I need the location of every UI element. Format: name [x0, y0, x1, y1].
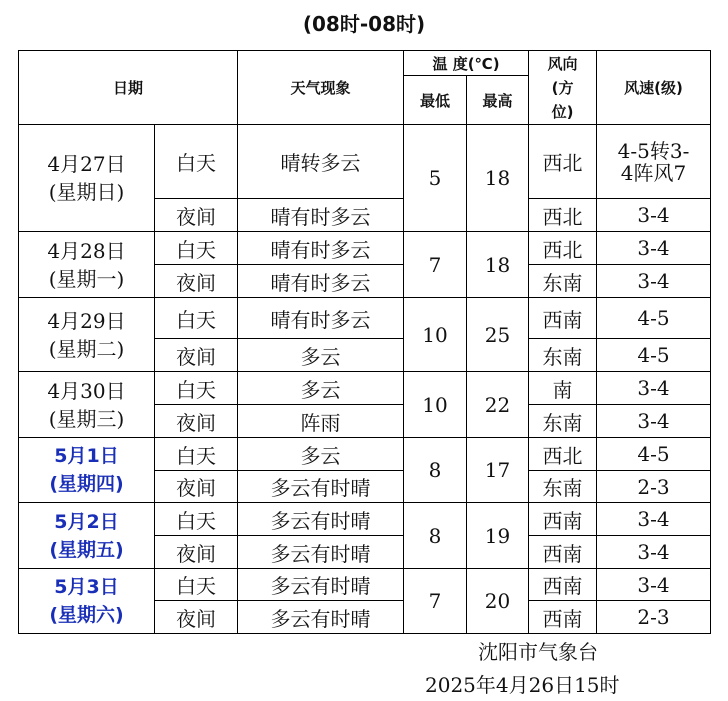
weather-night: 晴有时多云 — [238, 199, 404, 232]
forecast-row-day — [19, 125, 711, 199]
date-label: 4月29日 — [47, 308, 126, 333]
forecast-row-day — [19, 232, 711, 265]
wind-speed-night: 3-4 — [597, 405, 711, 438]
weather-night: 阵雨 — [238, 405, 404, 438]
wind-direction-night: 西南 — [529, 536, 597, 569]
wind-direction-night: 东南 — [529, 339, 597, 372]
wind-direction-night: 西南 — [529, 601, 597, 634]
weekday-label: (星期日) — [48, 180, 125, 204]
wind-direction-day: 西北 — [529, 232, 597, 265]
wind-direction-day: 南 — [529, 372, 597, 405]
weekday-label: (星期三) — [48, 406, 125, 431]
wind-speed-day: 4-5 — [597, 438, 711, 471]
header-min-temp: 最低 — [404, 76, 467, 125]
period-day: 白天 — [155, 372, 238, 405]
issuer: 沈阳市气象台 — [478, 640, 598, 664]
page-title: (08时-08时) — [302, 12, 426, 36]
weather-day: 多云有时晴 — [238, 569, 404, 601]
date-label: 5月2日 — [54, 510, 119, 533]
period-night: 夜间 — [155, 536, 238, 569]
weekday-label: (星期二) — [48, 336, 125, 361]
max-temp: 18 — [467, 232, 529, 298]
wind-speed-night: 2-3 — [597, 601, 711, 634]
period-day: 白天 — [155, 569, 238, 601]
wind-speed-day: 3-4 — [597, 503, 711, 536]
weather-day: 多云 — [238, 372, 404, 405]
forecast-table — [18, 50, 711, 634]
weather-day: 多云 — [238, 438, 404, 471]
weekday-label: (星期五) — [49, 538, 124, 561]
period-night: 夜间 — [155, 199, 238, 232]
weather-night: 多云有时晴 — [238, 536, 404, 569]
wind-speed-day: 4-5 — [597, 298, 711, 339]
min-temp: 7 — [404, 569, 467, 634]
weather-night: 多云 — [238, 339, 404, 372]
period-night: 夜间 — [155, 265, 238, 298]
issued-time: 2025年4月26日15时 — [425, 673, 620, 697]
date-label: 5月1日 — [54, 445, 119, 467]
header-weather: 天气现象 — [238, 51, 404, 125]
weekday-label: (星期四) — [49, 473, 124, 495]
wind-speed-day: 3-4 — [597, 569, 711, 601]
max-temp: 19 — [467, 503, 529, 569]
min-temp: 8 — [404, 438, 467, 503]
wind-direction-night: 东南 — [529, 471, 597, 503]
weekday-label: (星期六) — [49, 604, 124, 626]
max-temp: 22 — [467, 372, 529, 438]
date-cell — [19, 125, 155, 232]
wind-direction-day: 西北 — [529, 438, 597, 471]
wind-speed-day: 3-4 — [597, 372, 711, 405]
weather-day: 晴转多云 — [238, 125, 404, 199]
weather-day: 晴有时多云 — [238, 232, 404, 265]
header-wind-speed: 风速(级) — [597, 51, 711, 125]
period-day: 白天 — [155, 503, 238, 536]
forecast-row-day — [19, 503, 711, 536]
period-day: 白天 — [155, 298, 238, 339]
date-cell — [19, 503, 155, 569]
date-cell — [19, 372, 155, 438]
weather-day: 晴有时多云 — [238, 298, 404, 339]
wind-direction-day: 西南 — [529, 298, 597, 339]
header-wind-direction: 风向(方位) — [529, 51, 597, 125]
date-cell — [19, 232, 155, 298]
header-date: 日期 — [19, 51, 238, 125]
wind-direction-night: 西北 — [529, 199, 597, 232]
wind-direction-night: 东南 — [529, 265, 597, 298]
weather-night: 多云有时晴 — [238, 601, 404, 634]
forecast-row-day — [19, 569, 711, 601]
date-label: 4月27日 — [47, 152, 126, 176]
forecast-row-day — [19, 372, 711, 405]
header-max-temp: 最高 — [467, 76, 529, 125]
forecast-row-day — [19, 298, 711, 339]
wind-direction-day: 西北 — [529, 125, 597, 199]
weather-day: 多云有时晴 — [238, 503, 404, 536]
min-temp: 8 — [404, 503, 467, 569]
wind-speed-night: 3-4 — [597, 536, 711, 569]
date-cell — [19, 569, 155, 634]
date-label: 4月30日 — [47, 378, 126, 403]
wind-speed-night: 3-4 — [597, 265, 711, 298]
wind-speed-night: 2-3 — [597, 471, 711, 503]
period-day: 白天 — [155, 438, 238, 471]
min-temp: 7 — [404, 232, 467, 298]
min-temp: 10 — [404, 298, 467, 372]
wind-direction-day: 西南 — [529, 503, 597, 536]
period-night: 夜间 — [155, 601, 238, 634]
date-cell — [19, 298, 155, 372]
period-day: 白天 — [155, 125, 238, 199]
header-temperature: 温 度(℃) — [404, 51, 529, 76]
max-temp: 25 — [467, 298, 529, 372]
min-temp: 10 — [404, 372, 467, 438]
period-night: 夜间 — [155, 405, 238, 438]
max-temp: 18 — [467, 125, 529, 232]
max-temp: 20 — [467, 569, 529, 634]
date-label: 5月3日 — [54, 576, 119, 598]
min-temp: 5 — [404, 125, 467, 232]
wind-direction-night: 东南 — [529, 405, 597, 438]
date-label: 4月28日 — [47, 238, 126, 263]
weather-night: 多云有时晴 — [238, 471, 404, 503]
period-night: 夜间 — [155, 339, 238, 372]
weather-night: 晴有时多云 — [238, 265, 404, 298]
wind-direction-day: 西南 — [529, 569, 597, 601]
wind-speed-night: 4-5 — [597, 339, 711, 372]
max-temp: 17 — [467, 438, 529, 503]
weekday-label: (星期一) — [48, 266, 125, 291]
date-cell — [19, 438, 155, 503]
wind-speed-night: 3-4 — [597, 199, 711, 232]
period-night: 夜间 — [155, 471, 238, 503]
period-day: 白天 — [155, 232, 238, 265]
wind-speed-day: 3-4 — [597, 232, 711, 265]
forecast-row-day — [19, 438, 711, 471]
wind-speed-day: 4-5转3-4阵风7 — [597, 125, 711, 199]
